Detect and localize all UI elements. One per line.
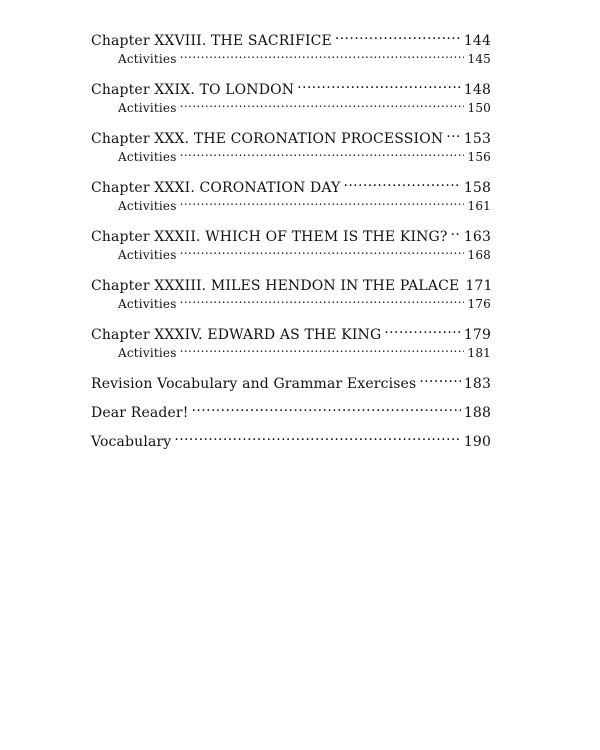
toc-entry-dear-reader[interactable] — [91, 403, 491, 423]
toc-entry-title: Chapter XXX. THE CORONATION PROCESSION — [91, 131, 444, 147]
dot-leader — [180, 345, 465, 357]
dot-leader — [419, 374, 461, 388]
toc-subentry-page: 156 — [467, 150, 491, 164]
toc-subentry-title: Activities — [118, 101, 177, 115]
toc-entry-title: Vocabulary — [91, 434, 172, 450]
toc-entry-title: Chapter XXXI. CORONATION DAY — [91, 180, 341, 196]
toc-subentry-page: 181 — [467, 346, 491, 360]
toc-entry-page: 188 — [463, 405, 491, 421]
toc-subentry[interactable] — [91, 149, 491, 166]
toc-entry-vocabulary[interactable] — [91, 432, 491, 452]
toc-subentry[interactable] — [91, 100, 491, 117]
toc-subentry[interactable] — [91, 296, 491, 313]
toc-entry-title: Revision Vocabulary and Grammar Exercises — [91, 376, 417, 392]
toc-subentry-title: Activities — [118, 297, 177, 311]
dot-leader — [180, 247, 465, 259]
toc-entry-title: Chapter XXIX. TO LONDON — [91, 82, 295, 98]
toc-entry[interactable] — [91, 276, 491, 296]
toc-subentry-page: 176 — [467, 297, 491, 311]
toc-entry-title: Chapter XXXII. WHICH OF THEM IS THE KING? — [91, 229, 448, 245]
dot-leader — [180, 100, 465, 112]
toc-group-chapter-29 — [91, 80, 491, 117]
toc-group-chapter-33 — [91, 276, 491, 313]
toc-subentry-page: 161 — [467, 199, 491, 213]
dot-leader — [180, 51, 465, 63]
toc-subentry[interactable] — [91, 198, 491, 215]
toc-entry-page: 163 — [463, 229, 491, 245]
toc-subentry[interactable] — [91, 51, 491, 68]
table-of-contents — [91, 31, 491, 461]
dot-leader — [180, 296, 465, 308]
toc-subentry-title: Activities — [118, 199, 177, 213]
toc-group-chapter-32 — [91, 227, 491, 264]
toc-subentry[interactable] — [91, 345, 491, 362]
toc-subentry-title: Activities — [118, 150, 177, 164]
toc-subentry[interactable] — [91, 247, 491, 264]
toc-subentry-title: Activities — [118, 52, 177, 66]
dot-leader — [192, 403, 461, 417]
dot-leader — [335, 31, 461, 45]
toc-subentry-title: Activities — [118, 346, 177, 360]
toc-entry[interactable] — [91, 227, 491, 247]
dot-leader — [343, 178, 460, 192]
dot-leader — [446, 129, 461, 143]
toc-subentry-title: Activities — [118, 248, 177, 262]
dot-leader — [174, 432, 460, 446]
toc-entry[interactable] — [91, 325, 491, 345]
toc-entry-page: 179 — [463, 327, 491, 343]
toc-entry[interactable] — [91, 31, 491, 51]
toc-group-chapter-30 — [91, 129, 491, 166]
toc-entry-page: 148 — [463, 82, 491, 98]
toc-entry-page: 183 — [463, 376, 491, 392]
toc-entry-title: Dear Reader! — [91, 405, 189, 421]
toc-entry-revision[interactable] — [91, 374, 491, 394]
toc-group-chapter-31 — [91, 178, 491, 215]
toc-group-chapter-28 — [91, 31, 491, 68]
toc-entry-page: 171 — [465, 278, 493, 294]
toc-entry-page: 153 — [463, 131, 491, 147]
toc-entry-title: Chapter XXXIV. EDWARD AS THE KING — [91, 327, 382, 343]
toc-entry-page: 158 — [463, 180, 491, 196]
toc-entry[interactable] — [91, 129, 491, 149]
toc-subentry-page: 150 — [467, 101, 491, 115]
toc-entry-page: 144 — [463, 33, 491, 49]
toc-entry-title: Chapter XXXIII. MILES HENDON IN THE PALACE — [91, 278, 460, 294]
toc-entry[interactable] — [91, 80, 491, 100]
toc-subentry-page: 145 — [467, 52, 491, 66]
dot-leader — [451, 227, 461, 241]
dot-leader — [384, 325, 461, 339]
toc-entry-title: Chapter XXVIII. THE SACRIFICE — [91, 33, 332, 49]
toc-entry[interactable] — [91, 178, 491, 198]
dot-leader — [180, 198, 465, 210]
dot-leader — [180, 149, 465, 161]
dot-leader — [297, 80, 461, 94]
toc-entry-page: 190 — [463, 434, 491, 450]
toc-group-chapter-34 — [91, 325, 491, 362]
toc-subentry-page: 168 — [467, 248, 491, 262]
